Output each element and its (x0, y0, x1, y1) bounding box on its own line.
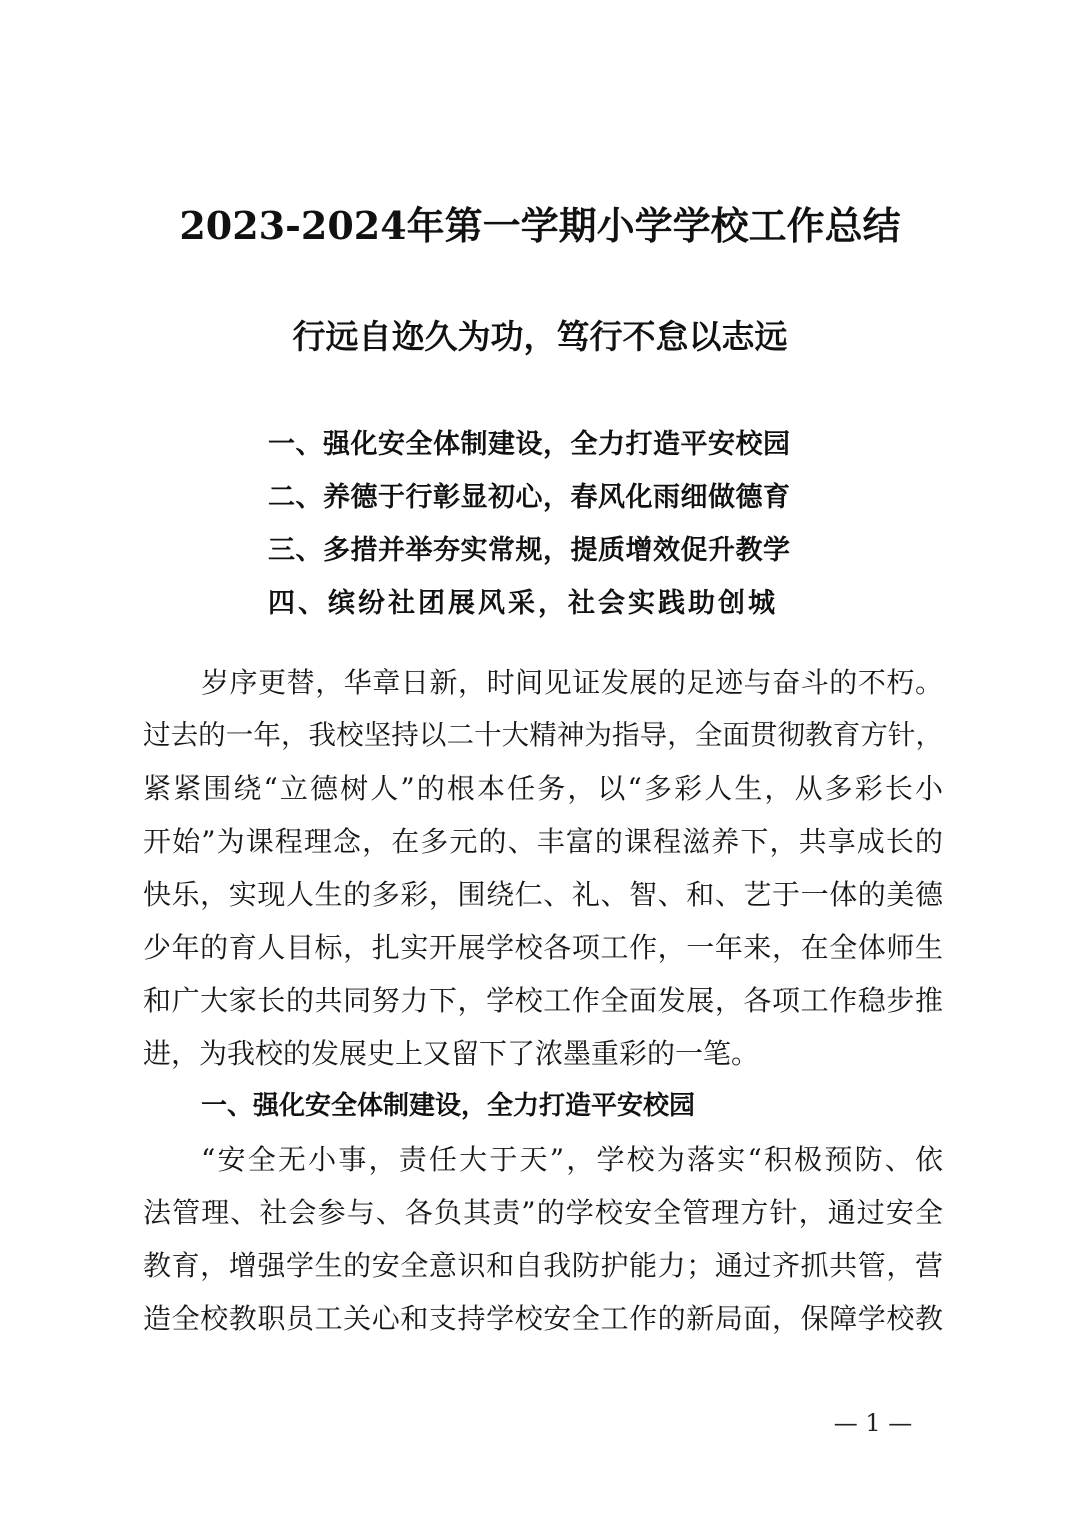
intro-line: 和广大家长的共同努力下，学校工作全面发展，各项工作稳步推 (143, 984, 943, 1017)
document-subtitle: 行远自迩久为功，笃行不怠以志远 (292, 317, 788, 356)
intro-line: 进，为我校的发展史上又留下了浓墨重彩的一笔。 (143, 1037, 760, 1070)
page-number: — 1 — (833, 1409, 913, 1437)
outline-item: 三、多措并举夯实常规，提质增效促升教学 (268, 535, 791, 566)
intro-line: 快乐，实现人生的多彩，围绕仁、礼、智、和、艺于一体的美德 (143, 878, 943, 911)
document-title: 2023-2024年第一学期小学学校工作总结 (179, 203, 901, 248)
section-line: 教育，增强学生的安全意识和自我防护能力；通过齐抓共管，营 (143, 1249, 943, 1282)
intro-line: 开始”为课程理念，在多元的、丰富的课程滋养下，共享成长的 (143, 825, 943, 858)
intro-line: 岁序更替，华章日新，时间见证发展的足迹与奋斗的不朽。 (201, 666, 943, 699)
outline-item: 四、缤纷社团展风采，社会实践助创城 (268, 588, 778, 619)
section-line: 法管理、社会参与、各负其责”的学校安全管理方针，通过安全 (143, 1196, 943, 1229)
intro-line: 过去的一年，我校坚持以二十大精神为指导，全面贯彻教育方针， (143, 719, 943, 751)
section-line: 造全校教职员工关心和支持学校安全工作的新局面，保障学校教 (143, 1302, 943, 1335)
outline-item: 二、养德于行彰显初心，春风化雨细做德育 (268, 482, 791, 513)
intro-line: 紧紧围绕“立德树人”的根本任务，以“多彩人生，从多彩长小 (143, 772, 943, 805)
body-text (143, 656, 943, 1345)
outline-item: 一、强化安全体制建设，全力打造平安校园 (268, 429, 791, 460)
intro-line: 少年的育人目标，扎实开展学校各项工作，一年来，在全体师生 (143, 931, 943, 964)
section-heading: 一、强化安全体制建设，全力打造平安校园 (201, 1091, 696, 1121)
outline-list (268, 420, 828, 632)
section-line: “安全无小事，责任大于天”，学校为落实“积极预防、依 (201, 1143, 943, 1176)
